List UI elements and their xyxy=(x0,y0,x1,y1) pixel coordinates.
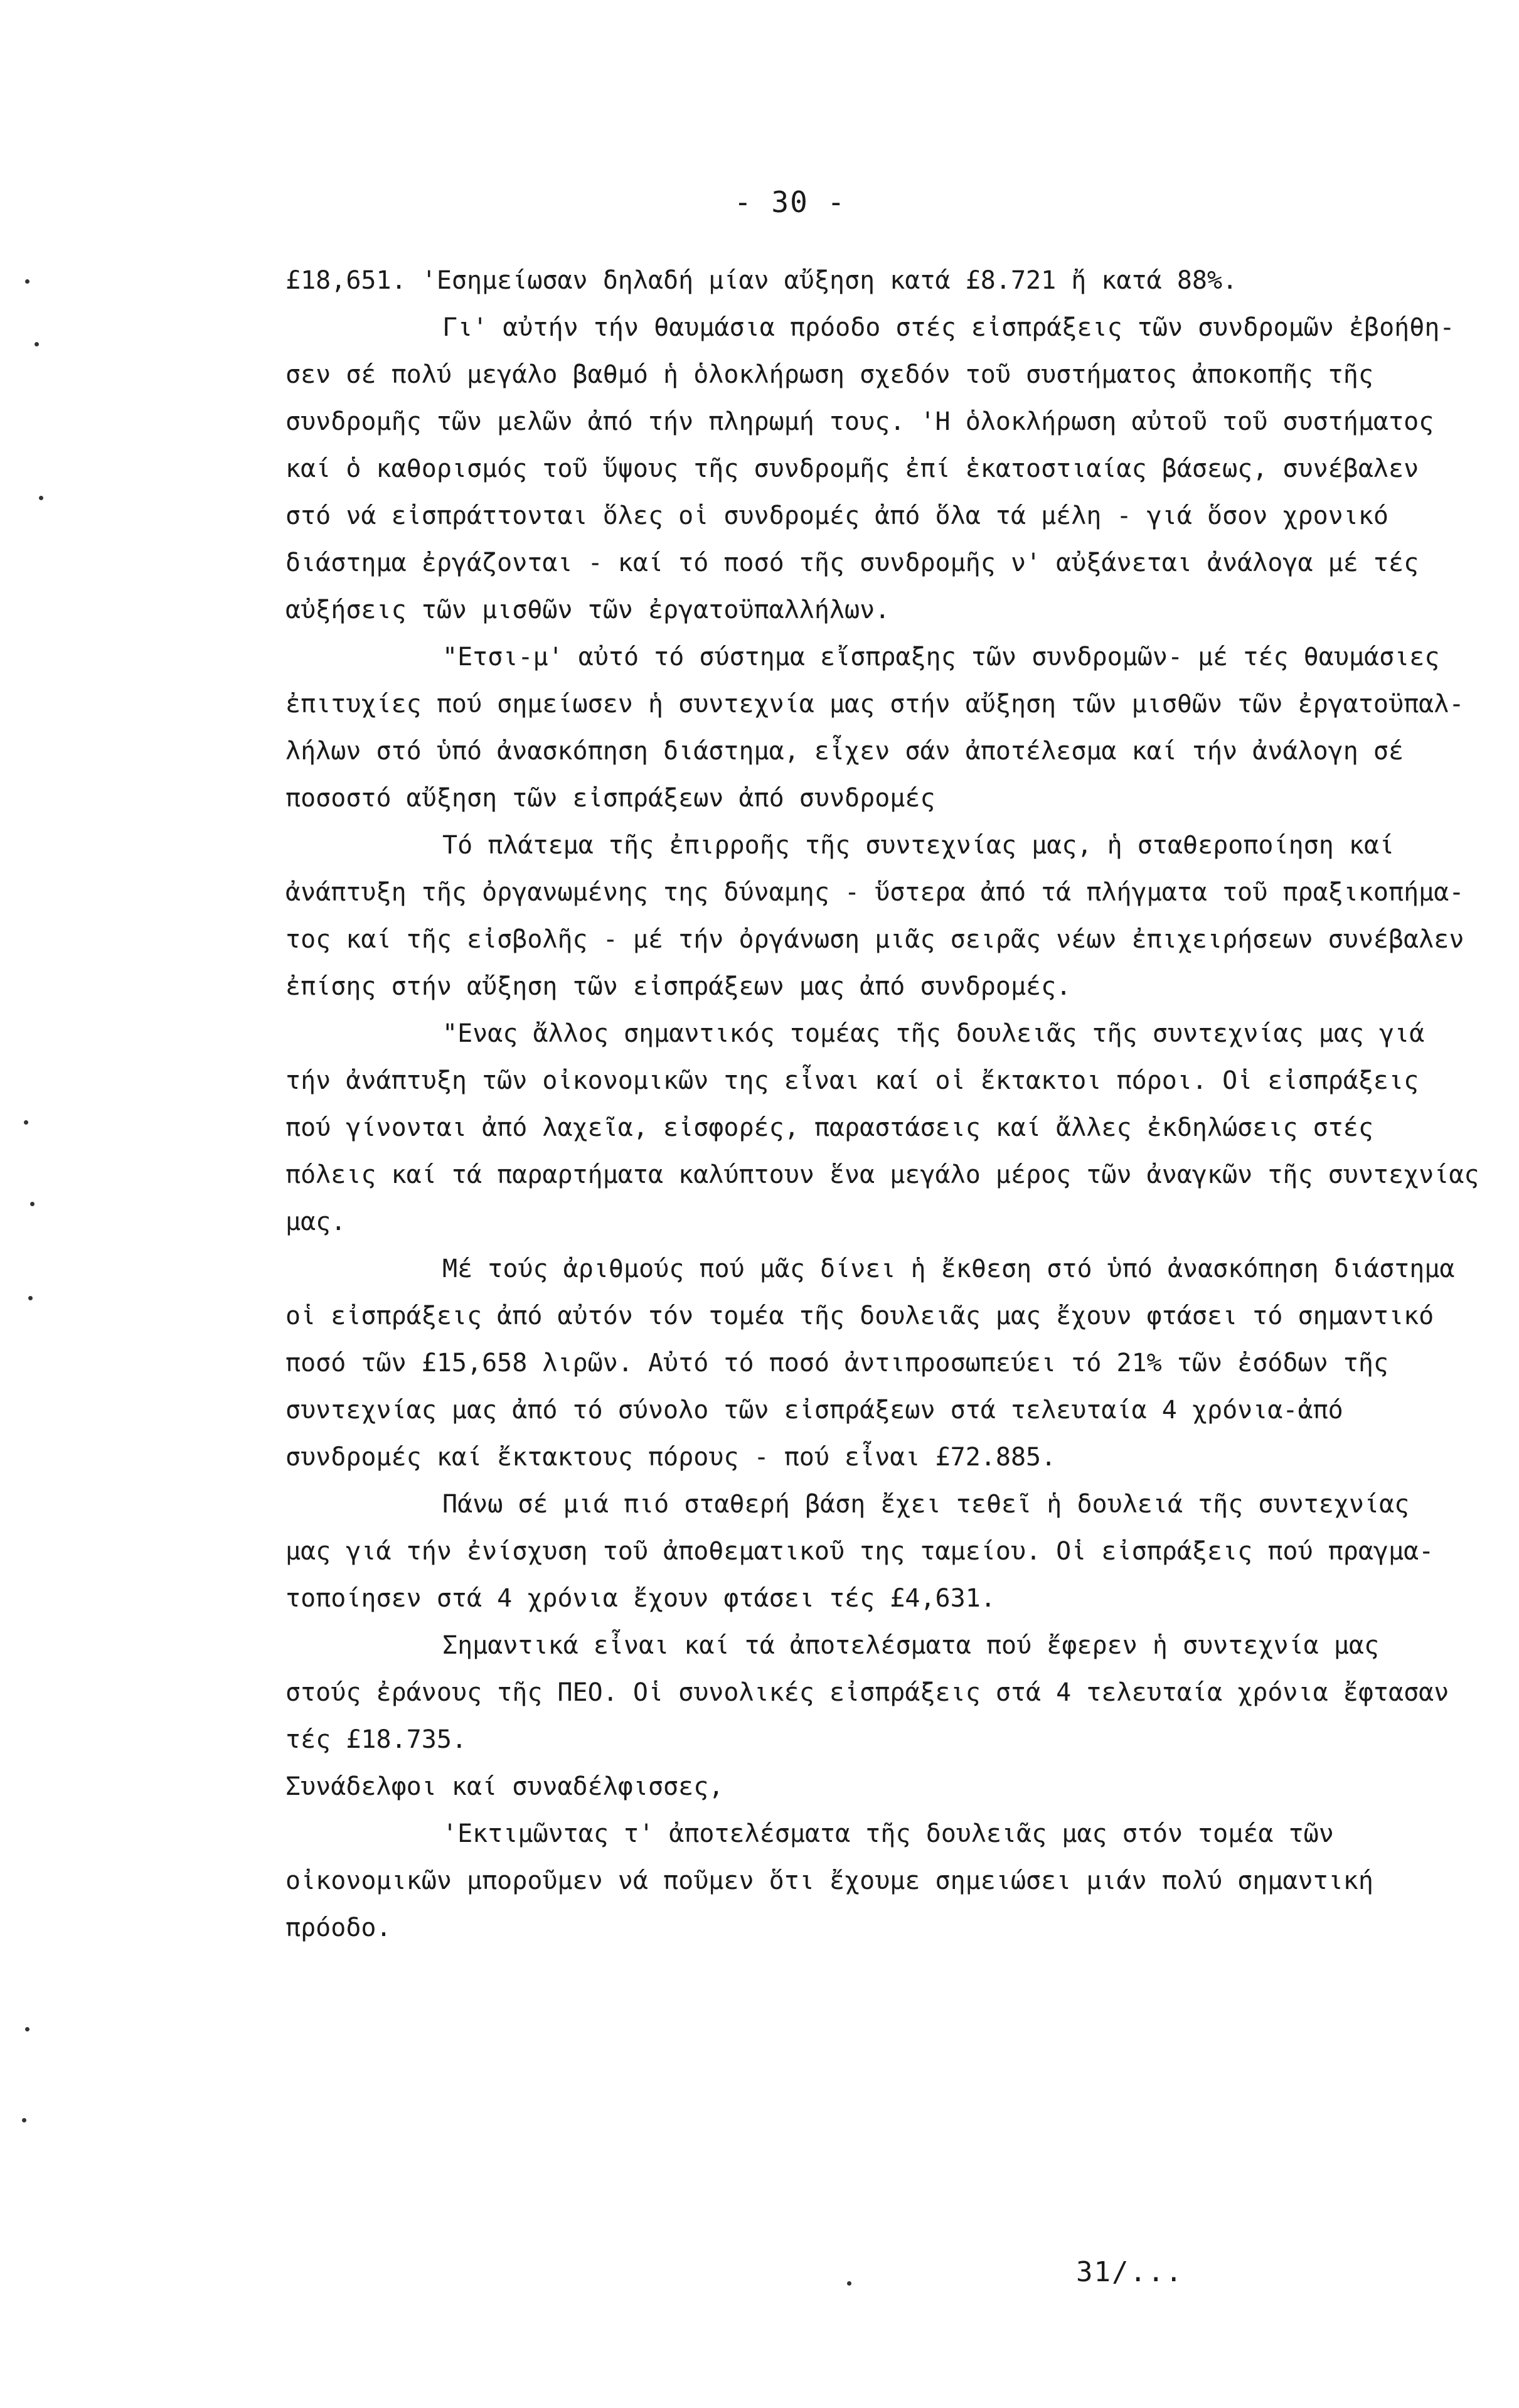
speck xyxy=(22,2118,26,2122)
text-line: Τό πλάτεμα τῆς ἐπιρροῆς τῆς συντεχνίας μας, ἡ σταθεροποίηση καί xyxy=(442,831,1395,860)
text-line: λήλων στό ὑπό ἀνασκόπηση διάστημα, εἶχεν σάν ἀποτέλεσμα καί τήν ἀνάλογη σέ xyxy=(285,737,1404,766)
text-line: ποσό τῶν £15,658 λιρῶν. Αὐτό τό ποσό ἀντιπροσωπεύει τό 21% τῶν ἐσόδων τῆς xyxy=(285,1349,1388,1378)
text-line: Γι' αὐτήν τήν θαυμάσια πρόοδο στές εἰσπράξεις τῶν συνδρομῶν ἐβοήθη- xyxy=(442,313,1455,342)
speck xyxy=(28,1296,33,1300)
text-line: στούς ἐράνους τῆς ΠΕΟ. Οἱ συνολικές εἰσπράξεις στά 4 τελευταία χρόνια ἔφτασαν xyxy=(285,1678,1449,1707)
text-line: 'Εκτιμῶντας τ' ἀποτελέσματα τῆς δουλειᾶς μας στόν τομέα τῶν xyxy=(442,1819,1334,1848)
text-line: πόλεις καί τά παραρτήματα καλύπτουν ἕνα μεγάλο μέρος τῶν ἀναγκῶν τῆς συντεχνίας xyxy=(285,1160,1479,1189)
text-line: τοποίησεν στά 4 χρόνια ἔχουν φτάσει τές £4,631. xyxy=(285,1584,996,1613)
text-line: Συνάδελφοι καί συναδέλφισσες, xyxy=(285,1772,724,1801)
speck xyxy=(25,2027,29,2031)
text-line: Σημαντικά εἶναι καί τά ἀποτελέσματα πού ἔφερεν ἡ συντεχνία μας xyxy=(442,1631,1380,1660)
text-line: τος καί τῆς εἰσβολῆς - μέ τήν ὀργάνωση μιᾶς σειρᾶς νέων ἐπιχειρήσεων συνέβαλεν xyxy=(285,925,1464,954)
speck xyxy=(30,1202,35,1206)
text-line: Μέ τούς ἀριθμούς πού μᾶς δίνει ἡ ἔκθεση στό ὑπό ἀνασκόπηση διάστημα xyxy=(442,1255,1455,1283)
speck xyxy=(847,2281,851,2286)
text-line: μας γιά τήν ἐνίσχυση τοῦ ἀποθεματικοῦ της ταμείου. Οἱ εἰσπράξεις πού πραγμα- xyxy=(285,1537,1434,1566)
body-text xyxy=(285,257,1490,1952)
text-line: συνδρομῆς τῶν μελῶν ἀπό τήν πληρωμή τους. 'Η ὁλοκλήρωση αὐτοῦ τοῦ συστήματος xyxy=(285,407,1434,436)
text-line: "Ενας ἄλλος σημαντικός τομέας τῆς δουλειᾶς τῆς συντεχνίας μας γιά xyxy=(442,1019,1425,1048)
text-line: ποσοστό αὔξηση τῶν εἰσπράξεων ἀπό συνδρομές xyxy=(285,784,935,813)
text-line: πού γίνονται ἀπό λαχεῖα, εἰσφορές, παραστάσεις καί ἄλλες ἐκδηλώσεις στές xyxy=(285,1113,1373,1142)
text-line: στό νά εἰσπράττονται ὅλες οἱ συνδρομές ἀπό ὅλα τά μέλη - γιά ὅσον χρονικό xyxy=(285,501,1388,530)
text-line: "Ετσι-μ' αὐτό τό σύστημα εἴσπραξης τῶν συνδρομῶν- μέ τές θαυμάσιες xyxy=(442,643,1440,672)
text-line: ἀνάπτυξη τῆς ὀργανωμένης της δύναμης - ὕστερα ἀπό τά πλήγματα τοῦ πραξικοπήμα- xyxy=(285,878,1464,907)
text-line: αὐξήσεις τῶν μισθῶν τῶν ἐργατοϋπαλλήλων. xyxy=(285,596,890,624)
text-line: μας. xyxy=(285,1207,346,1236)
text-line: £18,651. 'Εσημείωσαν δηλαδή μίαν αὔξηση κατά £8.721 ἤ κατά 88%. xyxy=(285,266,1238,295)
text-line: καί ὁ καθορισμός τοῦ ὕψους τῆς συνδρομῆς ἐπί ἑκατοστιαίας βάσεως, συνέβαλεν xyxy=(285,454,1419,483)
text-line: ἐπιτυχίες πού σημείωσεν ἡ συντεχνία μας στήν αὔξηση τῶν μισθῶν τῶν ἐργατοϋπαλ- xyxy=(285,690,1464,719)
text-line: συντεχνίας μας ἀπό τό σύνολο τῶν εἰσπράξεων στά τελευταία 4 χρόνια-ἀπό xyxy=(285,1396,1343,1425)
text-line: σεν σέ πολύ μεγάλο βαθμό ἡ ὁλοκλήρωση σχεδόν τοῦ συστήματος ἀποκοπῆς τῆς xyxy=(285,360,1373,389)
text-line: ἐπίσης στήν αὔξηση τῶν εἰσπράξεων μας ἀπό συνδρομές. xyxy=(285,972,1072,1001)
text-line: τές £18.735. xyxy=(285,1725,467,1754)
text-line: οἱ εἰσπράξεις ἀπό αὐτόν τόν τομέα τῆς δουλειᾶς μας ἔχουν φτάσει τό σημαντικό xyxy=(285,1302,1434,1330)
text-line: πρόοδο. xyxy=(285,1913,392,1942)
text-line: τήν ἀνάπτυξη τῶν οἰκονομικῶν της εἶναι καί οἱ ἔκτακτοι πόροι. Οἱ εἰσπράξεις xyxy=(285,1066,1419,1095)
continuation-marker: 31/... xyxy=(1076,2256,1183,2288)
text-line: Πάνω σέ μιά πιό σταθερή βάση ἔχει τεθεῖ ἡ δουλειά τῆς συντεχνίας xyxy=(442,1490,1410,1519)
text-line: οἰκονομικῶν μποροῦμεν νά ποῦμεν ὅτι ἔχουμε σημειώσει μιάν πολύ σημαντική xyxy=(285,1866,1373,1895)
text-line: συνδρομές καί ἔκτακτους πόρους - πού εἶναι £72.885. xyxy=(285,1443,1057,1472)
speck xyxy=(24,1120,28,1125)
speck xyxy=(39,496,43,500)
page-number: - 30 - xyxy=(734,185,846,219)
speck xyxy=(25,279,29,284)
speck xyxy=(35,342,39,346)
text-line: διάστημα ἐργάζονται - καί τό ποσό τῆς συνδρομῆς ν' αὐξάνεται ἀνάλογα μέ τές xyxy=(285,548,1419,577)
